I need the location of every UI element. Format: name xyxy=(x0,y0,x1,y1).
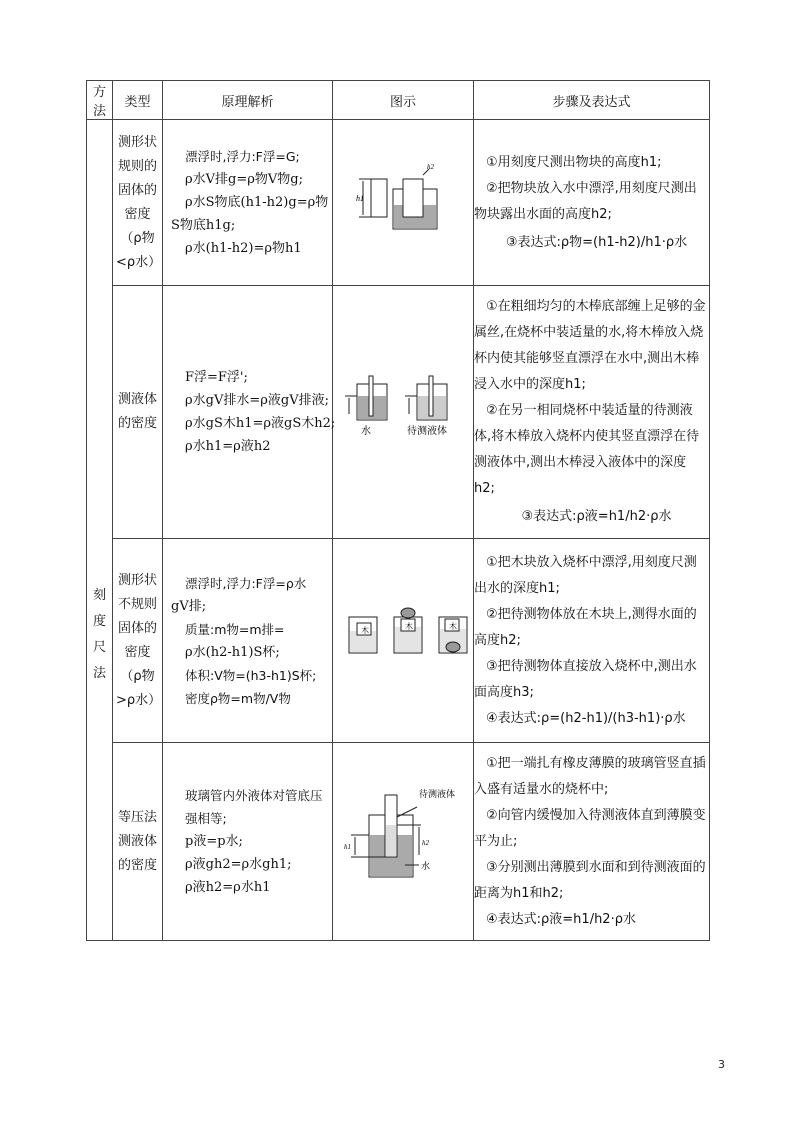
steps-cell xyxy=(474,743,710,941)
figure-label: 木 xyxy=(405,621,413,631)
type-cell: 测形状不规则固体的密度（ρ物>ρ水） xyxy=(113,539,163,743)
principle-line: ρ水V排g=ρ物V物g; xyxy=(185,172,303,187)
principle-line: 漂浮时,浮力:F浮=G; xyxy=(185,149,300,164)
irregular-solid-diagram xyxy=(335,599,471,679)
method-char: 尺 xyxy=(92,640,106,655)
method-table xyxy=(86,80,710,941)
floating-block-diagram xyxy=(353,161,453,241)
svg-text:h1: h1 xyxy=(344,842,351,851)
figure-label: 木 xyxy=(361,625,369,635)
figure-cell xyxy=(333,743,474,941)
principle-line: S物底h1g; xyxy=(171,218,236,233)
equal-pressure-diagram xyxy=(343,785,463,895)
table-row xyxy=(87,539,710,743)
header-row xyxy=(87,81,710,120)
principle-line: F浮=F浮'; xyxy=(185,370,248,385)
figure-cell xyxy=(333,120,474,286)
principle-line: 密度ρ物=m物/V物 xyxy=(185,690,291,706)
principle-line: ρ水(h1-h2)=ρ物h1 xyxy=(185,241,302,256)
principle-line: p液=p水; xyxy=(185,834,243,849)
principle-line: gV排; xyxy=(171,598,207,614)
type-cell: 等压法测液体的密度 xyxy=(113,743,163,941)
type-cell: 测形状规则的固体的密度（ρ物<ρ水） xyxy=(113,120,163,286)
principle-line: ρ水gV排水=ρ液gV排液; xyxy=(185,393,329,408)
principle-cell xyxy=(163,286,336,539)
page-number: 3 xyxy=(718,1058,725,1071)
steps-cell xyxy=(474,286,710,539)
header-figure: 图示 xyxy=(333,81,474,120)
header-method: 方法 xyxy=(87,81,113,120)
method-cell xyxy=(87,120,113,941)
step-line: ①在粗细均匀的木棒底部缠上足够的金属丝,在烧杯中装适量的水,将木棒放入烧杯内使其能够竖直漂浮在水中,测出木棒浸入水中的深度h1; xyxy=(474,299,706,392)
principle-line: 体积:V物=(h3-h1)S杯; xyxy=(185,667,317,683)
steps-cell xyxy=(474,539,710,743)
method-char: 度 xyxy=(92,614,106,629)
principle-line: ρ水gS木h1=ρ液gS木h2; xyxy=(185,416,336,431)
method-char: 刻 xyxy=(92,588,106,603)
svg-text:h2: h2 xyxy=(422,838,429,847)
principle-line: 玻璃管内外液体对管底压强相等; xyxy=(185,788,323,826)
step-line: ②向管内缓慢加入待测液体直到薄膜变平为止; xyxy=(474,807,706,849)
expression: ③表达式:ρ物=(h1-h2)/h1·ρ水 xyxy=(505,234,688,250)
step-line: ②把待测物体放在木块上,测得水面的高度h2; xyxy=(474,606,697,648)
step-line: ③分别测出薄膜到水面和到待测液面的距离为h1和h2; xyxy=(474,859,706,901)
figure-label: 待测液体 xyxy=(407,426,447,437)
principle-cell xyxy=(163,743,333,941)
steps-cell xyxy=(474,120,710,286)
type-cell: 测液体的密度 xyxy=(113,286,163,539)
figure-cell xyxy=(333,286,474,539)
svg-text:h2: h2 xyxy=(427,162,434,171)
hydrometer-diagram xyxy=(343,370,463,450)
svg-text:h1: h1 xyxy=(356,193,364,203)
step-line: ④表达式:ρ液=h1/h2·ρ水 xyxy=(486,911,636,927)
principle-line: ρ水(h2-h1)S杯; xyxy=(185,644,280,660)
principle-line: 漂浮时,浮力:F浮=ρ水 xyxy=(185,575,307,591)
header-principle: 原理解析 xyxy=(163,81,333,120)
method-char: 法 xyxy=(92,666,106,681)
figure-label: 待测液体 xyxy=(419,789,456,800)
figure-label: 水 xyxy=(421,861,431,872)
step-line: ①把木块放入烧杯中漂浮,用刻度尺测出水的深度h1; xyxy=(474,554,697,596)
principle-line: ρ液h2=ρ水h1 xyxy=(185,880,271,895)
step-line: ②在另一相同烧杯中装适量的待测液体,将木棒放入烧杯内使其竖直漂浮在待测液体中,测出木棒浸入液体中的深度h2; xyxy=(474,403,700,496)
step-line: ①把一端扎有橡皮薄膜的玻璃管竖直插入盛有适量水的烧杯中; xyxy=(474,755,706,797)
header-type: 类型 xyxy=(113,81,163,120)
table-row xyxy=(87,120,710,286)
figure-label: 水 xyxy=(361,426,371,437)
step-line: ③把待测物体直接放入烧杯中,测出水面高度h3; xyxy=(474,658,697,700)
figure-label: 木 xyxy=(449,621,457,631)
step-line: ④表达式:ρ=(h2-h1)/(h3-h1)·ρ水 xyxy=(486,710,686,726)
figure-cell xyxy=(333,539,474,743)
principle-cell xyxy=(163,120,333,286)
header-steps: 步骤及表达式 xyxy=(474,81,710,120)
principle-cell xyxy=(163,539,333,743)
step-line: ②把物块放入水中漂浮,用刻度尺测出物块露出水面的高度h2; xyxy=(474,180,697,222)
principle-line: ρ液gh2=ρ水gh1; xyxy=(185,857,292,872)
expression: ③表达式:ρ液=h1/h2·ρ水 xyxy=(521,509,672,524)
table-row xyxy=(87,286,710,539)
table-row xyxy=(87,743,710,941)
principle-line: 质量:m物=m排= xyxy=(185,621,285,637)
principle-line: ρ水h1=ρ液h2 xyxy=(185,439,271,454)
step-line: ①用刻度尺测出物块的高度h1; xyxy=(486,154,662,170)
principle-line: ρ水S物底(h1-h2)g=ρ物 xyxy=(185,195,329,210)
